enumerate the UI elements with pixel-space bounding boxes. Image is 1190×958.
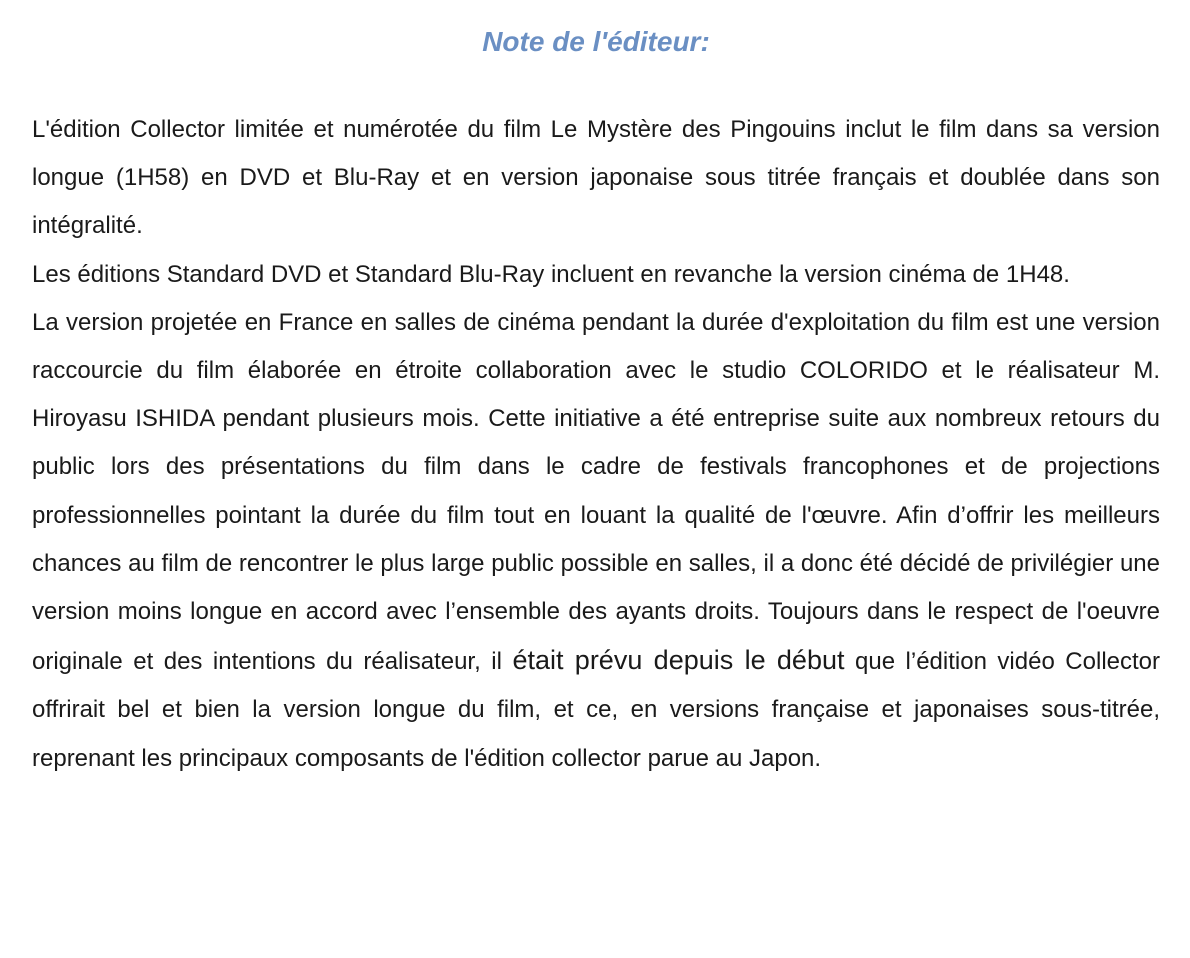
paragraph-cinema-version xyxy=(32,299,1160,783)
paragraph-standard-editions: Les éditions Standard DVD et Standard Blu-Ray incluent en revanche la version cinéma de 1H48. xyxy=(32,260,1070,288)
paragraph-cinema-version-end: que l’édition vidéo Collector offrirait bel et bien la version longue du film, et ce, en versions française et japonaises sous-titrée, reprenant les principaux composants de l'édition collector parue au Japon. xyxy=(32,648,1161,772)
note-body xyxy=(32,106,1160,783)
paragraph-collector-edition: L'édition Collector limitée et numérotée du film Le Mystère des Pingouins inclut le film dans sa version longue (1H58) en DVD et Blu-Ray et en version japonaise sous titrée français et doublée dans son intégralité. xyxy=(32,116,1160,240)
paragraph-cinema-version-emphasis: était prévu depuis le début xyxy=(512,645,845,676)
paragraph-cinema-version-start: La version projetée en France en salles de cinéma pendant la durée d'exploitation du film est une version raccourcie du film élaborée en étroite collaboration avec le studio COLORIDO et le réalisateur M. Hiroyasu ISHIDA pendant plusieurs mois. Cette initiative a été entreprise suite aux nombreux retours du public lors des présentations du film dans le cadre de festivals francophones et de projections professionnelles pointant la durée du film tout en louant la qualité de l'œuvre. Afin d’offrir les meilleurs chances au film de rencontrer le plus large public possible en salles, il a donc été décidé de privilégier une version moins longue en accord avec l’ensemble des ayants droits. Toujours dans le respect de l'oeuvre originale et des intentions du réalisateur, il xyxy=(32,308,1160,676)
editor-note xyxy=(32,0,1160,783)
note-title: Note de l'éditeur: xyxy=(482,26,710,57)
